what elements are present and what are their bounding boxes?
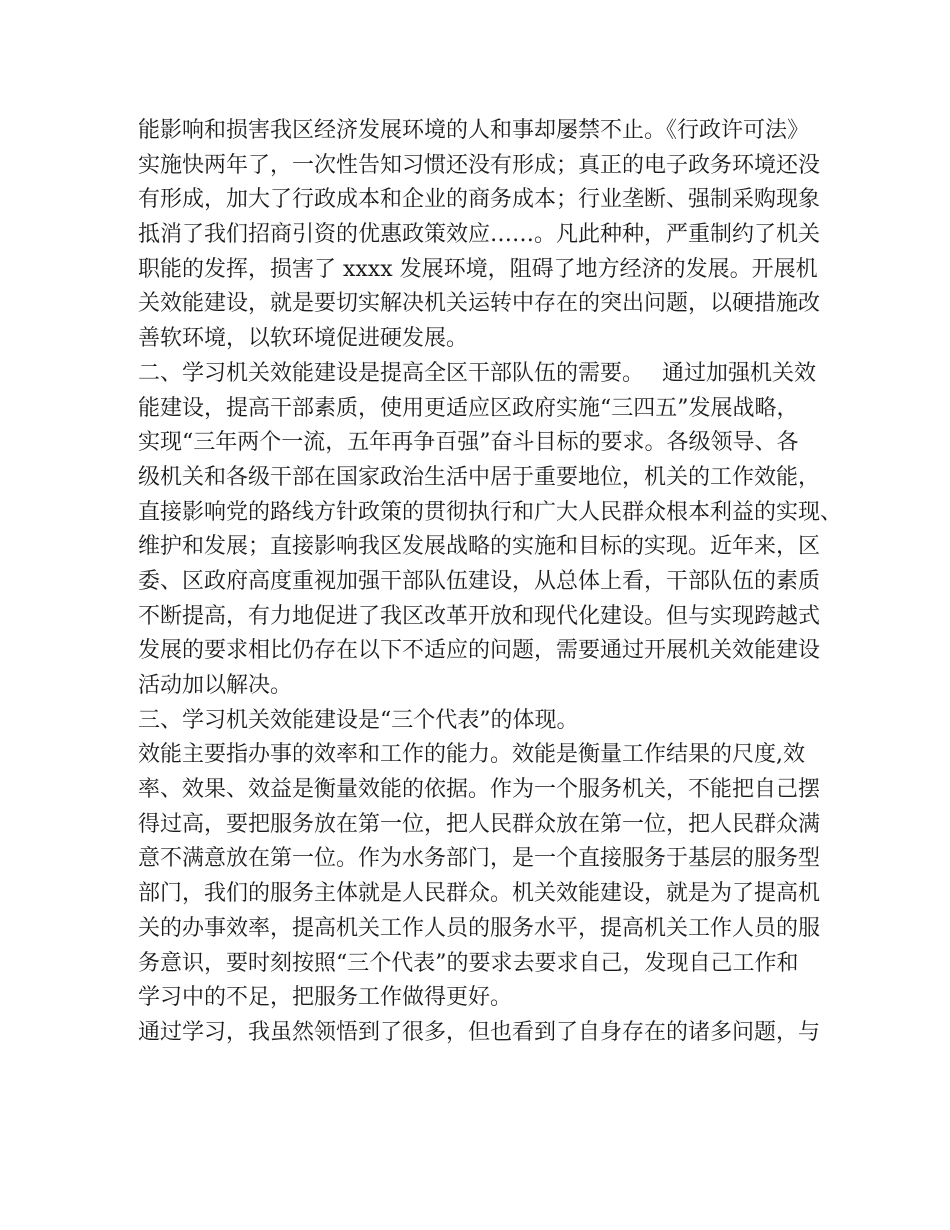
text-line: 学习中的不足，把服务工作做得更好。 (138, 985, 513, 1011)
text-line: 维护和发展；直接影响我区发展战略的实施和目标的实现。近年来，区 (138, 534, 821, 560)
text-line: 实施快两年了，一次性告知习惯还没有形成；真正的电子政务环境还没 (138, 152, 821, 178)
text-line: 直接影响党的路线方针政策的贯彻执行和广大人民群众根本利益的实现、 (138, 499, 843, 525)
text-line: 得过高，要把服务放在第一位，把人民群众放在第一位，把人民群众满 (138, 811, 821, 837)
text-line: 二、学习机关效能建设是提高全区干部队伍的需要。 通过加强机关效 (138, 360, 816, 386)
text-line: 能影响和损害我区经济发展环境的人和事却屡禁不止。《行政许可法》 (138, 118, 810, 143)
text-line: 有形成，加大了行政成本和企业的商务成本；行业垄断、强制采购现象 (138, 187, 821, 213)
text-line: 关效能建设，就是要切实解决机关运转中存在的突出问题，以硬措施改 (138, 291, 821, 317)
text-line: 活动加以解决。 (138, 673, 293, 698)
text-line: 抵消了我们招商引资的优惠政策效应……。凡此种种，严重制约了机关 (138, 222, 821, 248)
text-line: 级机关和各级干部在国家政治生活中居于重要地位，机关的工作效能， (138, 464, 821, 490)
text-line: 率、效果、效益是衡量效能的依据。作为一个服务机关，不能把自己摆 (138, 777, 821, 803)
text-line: 实现“三年两个一流，五年再争百强”奋斗目标的要求。各级领导、各 (138, 430, 799, 456)
text-line: 通过学习，我虽然领悟到了很多，但也看到了自身存在的诸多问题，与 (138, 1019, 821, 1045)
text-line: 部门，我们的服务主体就是人民群众。机关效能建设，就是为了提高机 (138, 881, 821, 907)
text-line: 能建设，提高干部素质，使用更适应区政府实施“三四五”发展战略， (138, 395, 799, 421)
text-line: 委、区政府高度重视加强干部队伍建设，从总体上看，干部队伍的素质 (138, 568, 821, 594)
document-body (138, 114, 843, 1051)
text-line: 不断提高，有力地促进了我区改革开放和现代化建设。但与实现跨越式 (138, 603, 821, 629)
text-line: 意不满意放在第一位。作为水务部门，是一个直接服务于基层的服务型 (138, 846, 821, 872)
text-line: 职能的发挥，损害了 xxxx 发展环境，阻碍了地方经济的发展。开展机 (138, 256, 818, 282)
text-line: 效能主要指办事的效率和工作的能力。效能是衡量工作结果的尺度,效 (138, 742, 805, 768)
text-line: 务意识，要时刻按照“三个代表”的要求去要求自己，发现自己工作和 (138, 950, 799, 976)
text-line: 善软环境，以软环境促进硬发展。 (138, 326, 469, 352)
text-line: 关的办事效率，提高机关工作人员的服务水平，提高机关工作人员的服 (138, 915, 821, 941)
text-line: 三、学习机关效能建设是“三个代表”的体现。 (138, 707, 579, 733)
text-line: 发展的要求相比仍存在以下不适应的问题，需要通过开展机关效能建设 (138, 638, 821, 664)
